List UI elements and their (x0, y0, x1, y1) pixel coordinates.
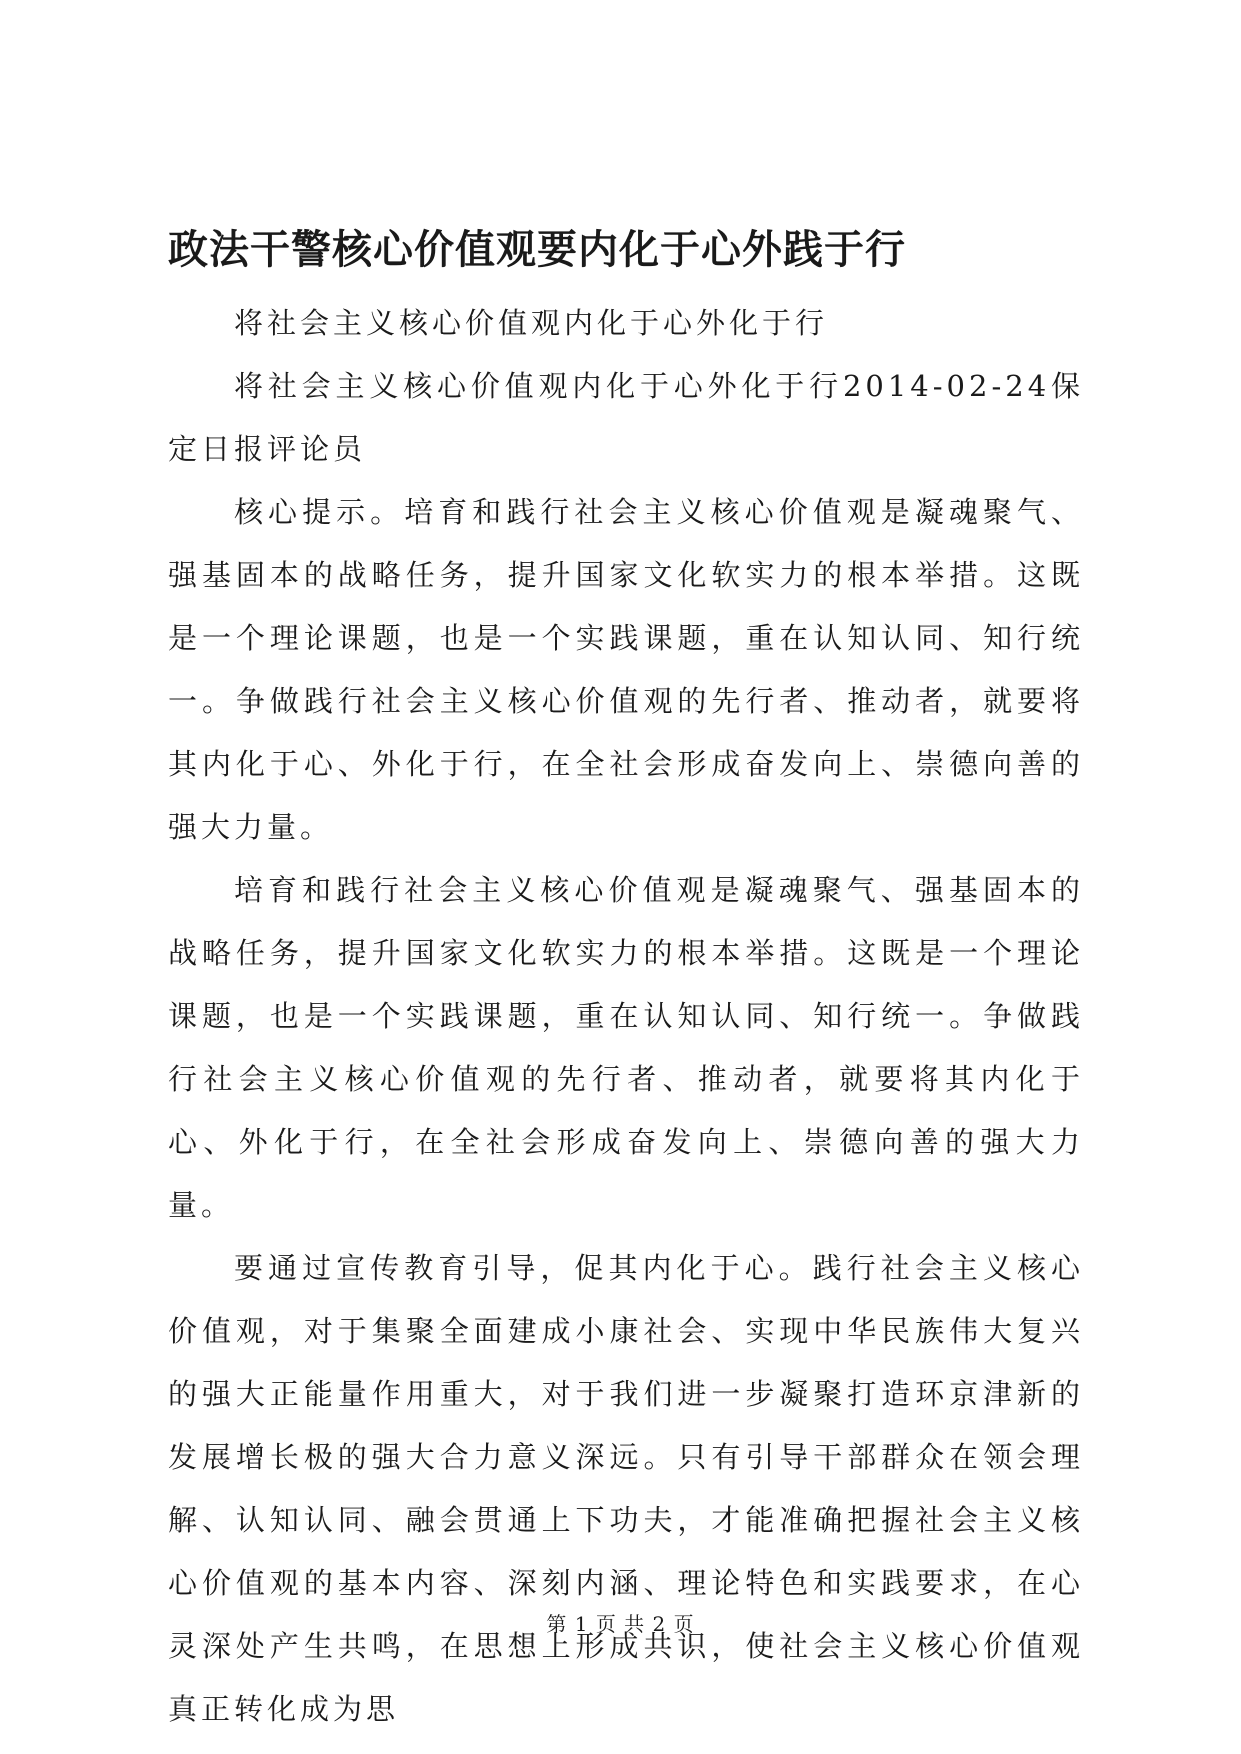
page-number-footer: 第 1 页 共 2 页 (546, 1612, 695, 1636)
paragraph: 核心提示。培育和践行社会主义核心价值观是凝魂聚气、强基固本的战略任务，提升国家文化软实力的根本举措。这既是一个理论课题，也是一个实践课题，重在认知认同、知行统一。争做践行社会主义核心价值观的先行者、推动者，就要将其内化于心、外化于行，在全社会形成奋发向上、崇德向善的强大力量。 (168, 495, 1084, 844)
paragraph: 培育和践行社会主义核心价值观是凝魂聚气、强基固本的战略任务，提升国家文化软实力的根本举措。这既是一个理论课题，也是一个实践课题，重在认知认同、知行统一。争做践行社会主义核心价值观的先行者、推动者，就要将其内化于心、外化于行，在全社会形成奋发向上、崇德向善的强大力量。 (168, 873, 1084, 1222)
document-title: 政法干警核心价值观要内化于心外践于行 (168, 226, 906, 273)
paragraph: 将社会主义核心价值观内化于心外化于行 (234, 306, 829, 340)
paragraph: 将社会主义核心价值观内化于心外化于行2014-02-24保定日报评论员 (168, 369, 1084, 466)
paragraph: 要通过宣传教育引导，促其内化于心。践行社会主义核心价值观，对于集聚全面建成小康社会、实现中华民族伟大复兴的强大正能量作用重大，对于我们进一步凝聚打造环京津新的发展增长极的强大合力意义深远。只有引导干部群众在领会理解、认知认同、融会贯通上下功夫，才能准确把握社会主义核心价值观的基本内容、深刻内涵、理论特色和实践要求，在心灵深处产生共鸣，在思想上形成共识，使社会主义核心价值观真正转化成为思 (168, 1251, 1084, 1726)
document-body (168, 292, 1084, 1741)
